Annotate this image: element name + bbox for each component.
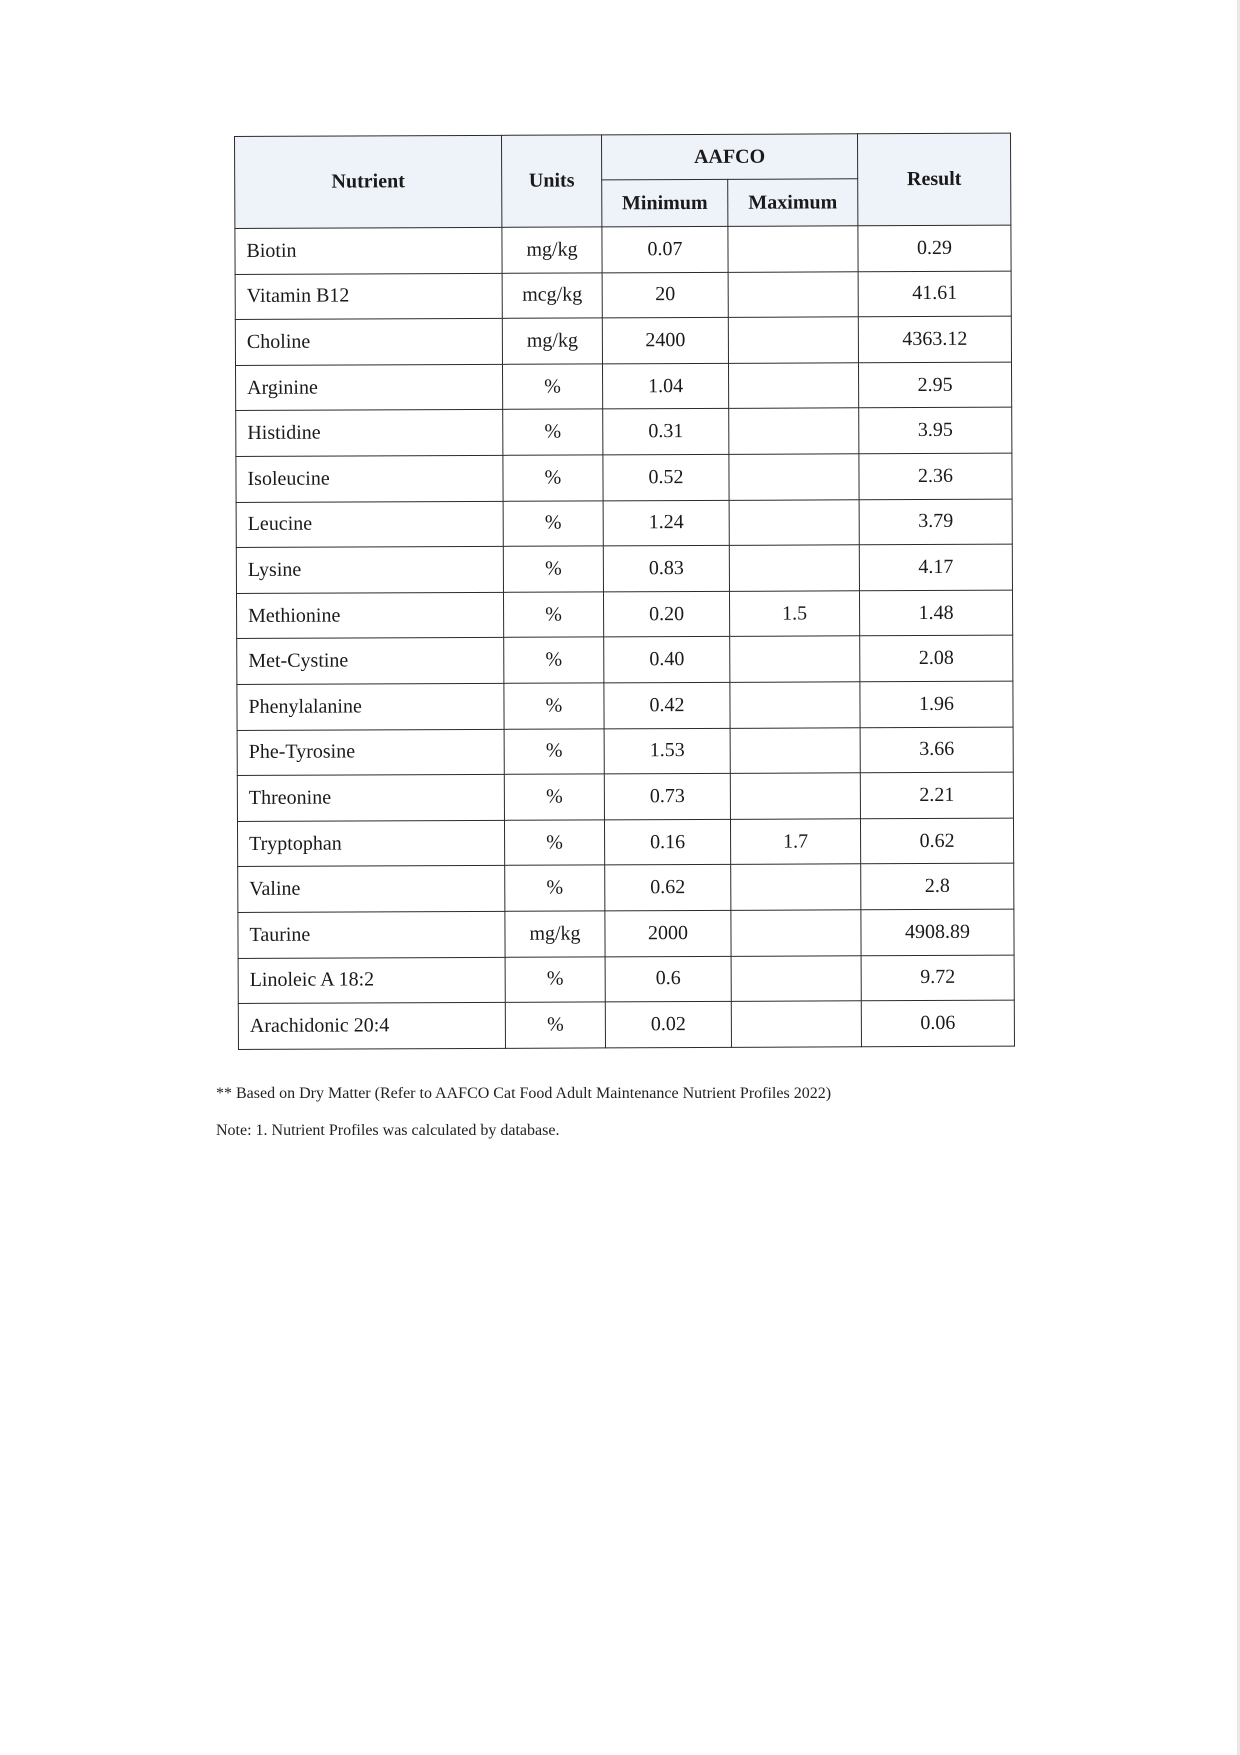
- units-cell: %: [505, 1002, 605, 1048]
- table-row: [236, 362, 1012, 411]
- units-cell: %: [503, 409, 603, 455]
- nutrient-cell: Threonine: [237, 774, 504, 821]
- units-cell: %: [504, 637, 604, 683]
- maximum-cell: [731, 1001, 861, 1047]
- nutrient-cell: Choline: [235, 319, 502, 366]
- result-cell: 2.21: [860, 772, 1013, 818]
- maximum-cell: [729, 454, 859, 500]
- table-row: [236, 499, 1012, 548]
- table-row: [237, 772, 1013, 821]
- nutrient-cell: Isoleucine: [236, 455, 503, 502]
- result-cell: 2.36: [859, 453, 1012, 499]
- maximum-cell: [729, 545, 859, 591]
- maximum-cell: [730, 636, 860, 682]
- units-cell: %: [504, 683, 604, 729]
- minimum-cell: 1.24: [603, 500, 729, 546]
- minimum-cell: 0.73: [604, 773, 730, 819]
- result-cell: 1.48: [860, 590, 1013, 636]
- minimum-cell: 2400: [602, 318, 728, 364]
- nutrient-cell: Histidine: [236, 410, 503, 457]
- table-body: [235, 225, 1015, 1049]
- result-cell: 3.95: [859, 407, 1012, 453]
- maximum-cell: [728, 363, 858, 409]
- result-cell: 0.06: [861, 1000, 1014, 1046]
- units-cell: %: [504, 774, 604, 820]
- units-cell: %: [505, 956, 605, 1002]
- header-minimum: Minimum: [602, 179, 728, 227]
- units-cell: %: [502, 364, 602, 410]
- header-units: Units: [501, 135, 601, 227]
- table-row: [238, 909, 1014, 958]
- maximum-cell: [731, 955, 861, 1001]
- minimum-cell: 0.52: [603, 454, 729, 500]
- table-row: [236, 453, 1012, 502]
- nutrient-cell: Lysine: [236, 546, 503, 593]
- minimum-cell: 1.04: [602, 363, 728, 409]
- nutrient-cell: Linoleic A 18:2: [238, 957, 505, 1004]
- units-cell: mg/kg: [502, 227, 602, 273]
- result-cell: 2.95: [859, 362, 1012, 408]
- nutrient-cell: Arginine: [236, 364, 503, 411]
- nutrient-cell: Biotin: [235, 227, 502, 274]
- minimum-cell: 2000: [605, 910, 731, 956]
- table-row: [236, 407, 1012, 456]
- minimum-cell: 1.53: [604, 728, 730, 774]
- units-cell: %: [503, 455, 603, 501]
- units-cell: mg/kg: [505, 911, 605, 957]
- minimum-cell: 0.40: [604, 637, 730, 683]
- result-cell: 9.72: [861, 955, 1014, 1001]
- result-cell: 4363.12: [858, 316, 1011, 362]
- maximum-cell: [728, 226, 858, 272]
- maximum-cell: 1.5: [729, 591, 859, 637]
- minimum-cell: 0.07: [602, 226, 728, 272]
- units-cell: %: [505, 865, 605, 911]
- minimum-cell: 0.20: [603, 591, 729, 637]
- result-cell: 0.29: [858, 225, 1011, 271]
- table-row: [237, 818, 1013, 867]
- result-cell: 4.17: [859, 544, 1012, 590]
- table-row: [237, 727, 1013, 776]
- result-cell: 2.8: [861, 863, 1014, 909]
- result-cell: 41.61: [858, 271, 1011, 317]
- units-cell: mcg/kg: [502, 272, 602, 318]
- header-result: Result: [858, 133, 1011, 226]
- nutrient-cell: Taurine: [238, 911, 505, 958]
- maximum-cell: [728, 271, 858, 317]
- result-cell: 3.79: [859, 499, 1012, 545]
- maximum-cell: [728, 317, 858, 363]
- nutrient-cell: Phenylalanine: [237, 683, 504, 730]
- minimum-cell: 0.6: [605, 956, 731, 1002]
- calculation-note: Note: 1. Nutrient Profiles was calculated by database.: [216, 1122, 560, 1139]
- minimum-cell: 0.62: [605, 865, 731, 911]
- minimum-cell: 20: [602, 272, 728, 318]
- result-cell: 3.66: [860, 727, 1013, 773]
- dry-matter-note: ** Based on Dry Matter (Refer to AAFCO Cat Food Adult Maintenance Nutrient Profiles 2022): [216, 1085, 832, 1102]
- maximum-cell: [730, 727, 860, 773]
- table-row: [236, 544, 1012, 593]
- units-cell: %: [503, 592, 603, 638]
- nutrient-cell: Met-Cystine: [237, 638, 504, 685]
- nutrient-cell: Methionine: [236, 592, 503, 639]
- nutrient-cell: Phe-Tyrosine: [237, 729, 504, 776]
- maximum-cell: [729, 408, 859, 454]
- header-maximum: Maximum: [728, 179, 858, 227]
- table-row: [235, 271, 1011, 320]
- result-cell: 0.62: [860, 818, 1013, 864]
- units-cell: %: [503, 500, 603, 546]
- table-row: [235, 225, 1011, 274]
- table-row: [238, 863, 1014, 912]
- maximum-cell: [731, 910, 861, 956]
- minimum-cell: 0.42: [604, 682, 730, 728]
- minimum-cell: 0.31: [603, 409, 729, 455]
- maximum-cell: 1.7: [730, 818, 860, 864]
- table-row: [235, 316, 1011, 365]
- table-row: [238, 955, 1014, 1004]
- table-row: [237, 635, 1013, 684]
- result-cell: 2.08: [860, 635, 1013, 681]
- table-row: [238, 1000, 1014, 1049]
- nutrient-cell: Leucine: [236, 501, 503, 548]
- units-cell: %: [504, 728, 604, 774]
- header-nutrient: Nutrient: [235, 135, 502, 228]
- nutrient-cell: Tryptophan: [237, 820, 504, 867]
- maximum-cell: [729, 499, 859, 545]
- minimum-cell: 0.02: [605, 1001, 731, 1047]
- minimum-cell: 0.83: [603, 545, 729, 591]
- result-cell: 1.96: [860, 681, 1013, 727]
- nutrient-cell: Arachidonic 20:4: [238, 1002, 505, 1049]
- units-cell: mg/kg: [502, 318, 602, 364]
- nutrient-cell: Valine: [238, 866, 505, 913]
- maximum-cell: [730, 682, 860, 728]
- maximum-cell: [730, 773, 860, 819]
- table-row: [236, 590, 1012, 639]
- nutrient-table: [234, 133, 1015, 1050]
- units-cell: %: [503, 546, 603, 592]
- maximum-cell: [731, 864, 861, 910]
- minimum-cell: 0.16: [604, 819, 730, 865]
- result-cell: 4908.89: [861, 909, 1014, 955]
- nutrient-cell: Vitamin B12: [235, 273, 502, 320]
- units-cell: %: [504, 820, 604, 866]
- table-row: [237, 681, 1013, 730]
- header-aafco: AAFCO: [601, 134, 857, 180]
